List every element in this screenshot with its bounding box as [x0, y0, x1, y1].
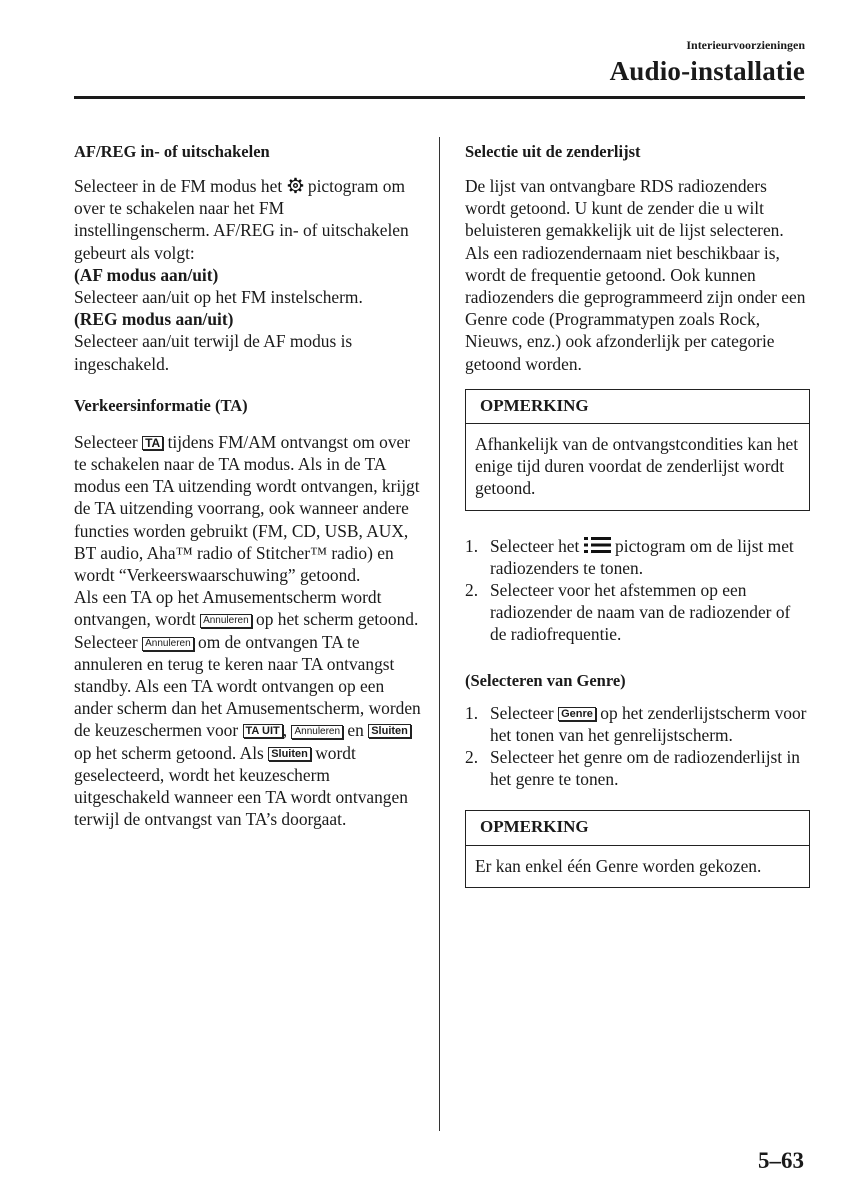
header-rule [74, 96, 805, 99]
list-item: 2. Selecteer het genre om de radiozenderlijst in het genre te tonen. [465, 747, 800, 790]
ta-uit-button: TA UIT [243, 724, 283, 738]
genre-heading: (Selecteren van Genre) [465, 670, 626, 690]
section-label: Interieurvoorzieningen [686, 38, 805, 52]
list-icon [584, 536, 611, 554]
genre-button: Genre [558, 707, 596, 721]
ta-amusement-text: Als een TA op het Amusementscherm wordt ontvangen, wordt Annuleren op het scherm getoond. Selecteer Annuleren om de ontvangen TA te annuleren en terug te keren naar TA ontvangst standby. Als een TA wordt ontvangen op een ander scherm dan het Amusementscherm, worden de keuzeschermen voor TA UIT , Annuleren en Sluiten op het scherm getoond. Als Sluiten wordt geselecteerd, wordt het keuzescherm uitgeschakeld wanneer een TA wordt ontvangen terwijl de ontvangst van TA’s doorgaat. [74, 587, 421, 830]
note-box [465, 389, 810, 511]
station-list-steps [465, 535, 810, 646]
right-column [465, 141, 810, 888]
ta-heading: Verkeersinformatie (TA) [74, 395, 248, 415]
af-reg-intro: Selecteer in de FM modus het pictogram om over te schakelen naar het FM instellingenscherm. AF/REG in- of uitschakelen gebeurt als volgt: [74, 176, 409, 263]
af-reg-heading: AF/REG in- of uitschakelen [74, 142, 270, 161]
annuleren-button: Annuleren [200, 614, 252, 628]
left-column [74, 141, 424, 830]
note-text: Er kan enkel één Genre worden gekozen. [475, 855, 762, 876]
ta-intro: Selecteer TA tijdens FM/AM ontvangst om over te schakelen naar de TA modus. Als in de TA modus een TA uitzending wordt ontvangen, krijgt de TA uitzending voorrang, ook wanneer andere functies worden gebruikt (FM, CD, USB, AUX, BT audio, Aha™ radio of Stitcher™ radio) en wordt “Verkeerswaarschuwing” getoond. [74, 431, 420, 586]
sluiten-button: Sluiten [368, 724, 411, 738]
note-title: OPMERKING [466, 390, 809, 424]
column-divider [439, 137, 440, 1131]
station-list-heading: Selectie uit de zenderlijst [465, 142, 641, 161]
list-item: 2. Selecteer voor het afstemmen op een radiozender de naam van de radiozender of de radiofrequentie. [465, 580, 791, 645]
reg-mode-label: (REG modus aan/uit) [74, 309, 234, 330]
list-item: 1. Selecteer Genre op het zenderlijstscherm voor het tonen van het genrelijstscherm. [465, 702, 807, 745]
reg-mode-text: Selecteer aan/uit terwijl de AF modus is ingeschakeld. [74, 331, 353, 374]
sluiten-button: Sluiten [268, 747, 311, 761]
list-item: 1. Selecteer het pictogram om de lijst met radiozenders te tonen. [465, 535, 794, 578]
af-mode-text: Selecteer aan/uit op het FM instelscherm. [74, 287, 363, 308]
annuleren-button: Annuleren [291, 725, 343, 739]
af-mode-label: (AF modus aan/uit) [74, 264, 219, 285]
page-number: 5–63 [758, 1148, 804, 1173]
note-title: OPMERKING [466, 811, 809, 845]
note-box [465, 810, 810, 887]
note-text: Afhankelijk van de ontvangstcondities kan het enige tijd duren voordat de zenderlijst wordt getoond. [475, 434, 799, 499]
station-list-intro: De lijst van ontvangbare RDS radiozenders wordt getoond. U kunt de zender die u wilt beluisteren gemakkelijk uit de lijst selecteren. Als een radiozendernaam niet beschikbaar is, wordt de frequentie getoond. Ook kunnen radiozenders die geprogrammeerd zijn onder een Genre code (Programmatypen zoals Rock, Nieuws, enz.) ook afzonderlijk per categorie getoond worden. [465, 176, 806, 374]
genre-steps [465, 702, 810, 791]
annuleren-button: Annuleren [142, 637, 194, 651]
gear-icon [287, 177, 304, 194]
page-title: Audio-installatie [609, 56, 805, 86]
ta-button: TA [142, 436, 163, 450]
